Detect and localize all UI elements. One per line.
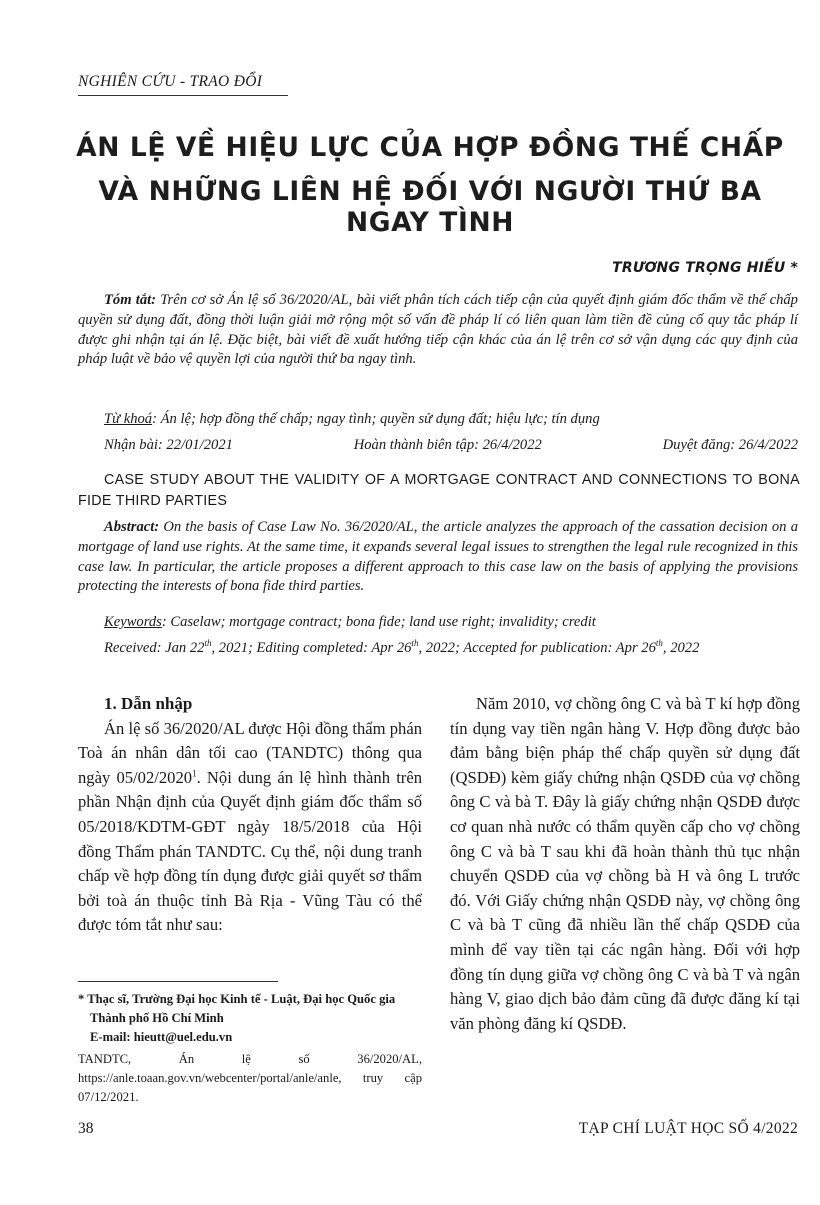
vi-received-date: Nhận bài: 22/01/2021 — [104, 437, 233, 453]
section-heading: 1. Dẫn nhập — [104, 694, 193, 713]
author-affiliation: * Thạc sĩ, Trường Đại học Kinh tế - Luật, Đại học Quốc gia Thành phố Hồ Chí Minh — [78, 992, 396, 1025]
en-keywords — [78, 613, 798, 633]
section-tag: NGHIÊN CỨU - TRAO ĐỔI — [78, 73, 263, 90]
en-keywords-label: Keywords — [104, 614, 162, 630]
footnote-ref-1[interactable]: 1 — [192, 768, 197, 779]
vi-abstract-label: Tóm tắt: — [104, 292, 157, 308]
left-column — [78, 692, 422, 938]
section-tag-rule — [78, 95, 288, 96]
en-accepted-year: , 2022 — [662, 640, 700, 656]
page-number: 38 — [78, 1120, 94, 1137]
author-name: TRƯƠNG TRỌNG HIẾU * — [612, 260, 798, 276]
en-accepted: , 2022; Accepted for publication: Apr 26 — [418, 640, 656, 656]
left-paragraph-text-b: . Nội dung án lệ hình thành trên phần Nhận định của Quyết định giám đốc thẩm số 05/2018/KDTM-GĐT ngày 18/5/2018 của Hội đồng Thẩm phán TANDTC. Cụ thể, nội dung tranh chấp về hợp đồng tín dụng được giải quyết sơ thẩm bởi toà án thuộc tỉnh Bà Rịa - Vũng Tàu có thể được tóm tắt như sau: — [78, 767, 422, 935]
author-footnote — [78, 990, 422, 1047]
en-dates — [78, 639, 798, 659]
vi-accepted-date: Duyệt đăng: 26/4/2022 — [662, 437, 798, 453]
en-keywords-text: : Caselaw; mortgage contract; bona fide; land use right; invalidity; credit — [161, 614, 596, 630]
en-abstract — [78, 518, 798, 597]
en-received-sup: th — [204, 638, 212, 649]
en-abstract-text: On the basis of Case Law No. 36/2020/AL, the article analyzes the approach of the cassation decision on a mortgage of land use rights. At the same time, it expands several legal issues to strengthen the legal rule recognized in this case law. In particular, the article proposes a different approach to this case law on the basis of applying the provisions protecting the interests of bona fide third parties. — [78, 519, 798, 595]
vi-dates — [104, 437, 798, 454]
vi-edited-date: Hoàn thành biên tập: 26/4/2022 — [353, 437, 542, 453]
en-abstract-label: Abstract: — [104, 519, 160, 535]
email-label: E-mail: — [90, 1030, 134, 1044]
en-received: Received: Jan 22 — [104, 640, 205, 656]
en-title: CASE STUDY ABOUT THE VALIDITY OF A MORTGAGE CONTRACT AND CONNECTIONS TO BONA FIDE THIRD PARTIES — [78, 472, 800, 509]
vi-abstract-text: Trên cơ sở Án lệ số 36/2020/AL, bài viết phân tích cách tiếp cận của quyết định giám đốc thẩm về thế chấp quyền sử dụng đất, đồng thời luận giải mở rộng một số vấn đề pháp lí có liên quan làm tiền đề củng cố quy tắc pháp lí được ghi nhận tại án lệ. Đặc biệt, bài viết đề xuất hướng tiếp cận khác của án lệ trên cơ sở vận dụng các quy định của pháp luật về bảo vệ quyền lợi của người thứ ba ngay tình. — [78, 292, 798, 368]
en-editing-sup: th — [411, 638, 419, 649]
left-paragraph-text-a: Án lệ số 36/2020/AL được Hội đồng thẩm phán Toà án nhân dân tối cao (TANDTC) thông qua ngày 05/02/2020 — [78, 718, 422, 787]
left-paragraph — [78, 717, 422, 938]
citation-footnote: TANDTC, Án lệ số 36/2020/AL, https://anle.toaan.gov.vn/webcenter/portal/anle/anle, truy cập 07/12/2021. — [78, 1052, 422, 1104]
en-accepted-sup: th — [655, 638, 663, 649]
vi-abstract — [78, 291, 798, 370]
vi-keywords-text: : Án lệ; hợp đồng thế chấp; ngay tình; quyền sử dụng đất; hiệu lực; tín dụng — [152, 411, 600, 427]
title-line-2: VÀ NHỮNG LIÊN HỆ ĐỐI VỚI NGƯỜI THỨ BA NGAY TÌNH — [98, 176, 762, 238]
title-line-1: ÁN LỆ VỀ HIỆU LỰC CỦA HỢP ĐỒNG THẾ CHẤP — [76, 132, 784, 163]
footnote-rule — [78, 981, 278, 982]
en-editing: , 2021; Editing completed: Apr 26 — [211, 640, 412, 656]
journal-name: TẠP CHÍ LUẬT HỌC SỐ 4/2022 — [578, 1120, 798, 1137]
vi-keywords-label: Từ khoá — [104, 411, 153, 427]
author-email[interactable]: hieutt@uel.edu.vn — [133, 1030, 233, 1044]
vi-keywords — [78, 410, 798, 430]
author-email-line — [78, 1028, 422, 1047]
right-paragraph: Năm 2010, vợ chồng ông C và bà T kí hợp đồng tín dụng vay tiền ngân hàng V. Hợp đồng được bảo đảm bằng biện pháp thế chấp quyền sử dụng đất (QSDĐ) kèm giấy chứng nhận QSDĐ của vợ chồng ông C và bà T. Đây là giấy chứng nhận QSDĐ được cơ quan nhà nước có thẩm quyền cấp cho vợ chồng ông C và bà T sau khi đã hoàn thành thủ tục nhận chuyển QSDĐ của vợ chồng bà H và ông L trước đó. Với Giấy chứng nhận QSDĐ này, vợ chồng ông C và bà T cũng đã nhiều lần thế chấp QSDĐ của mình để vay tiền tại các ngân hàng. Đối với hợp đồng tín dụng giữa vợ chồng ông C và bà T và ngân hàng V, giao dịch bảo đảm cũng đã được đăng kí tại văn phòng đăng kí QSDĐ. — [450, 694, 800, 1033]
